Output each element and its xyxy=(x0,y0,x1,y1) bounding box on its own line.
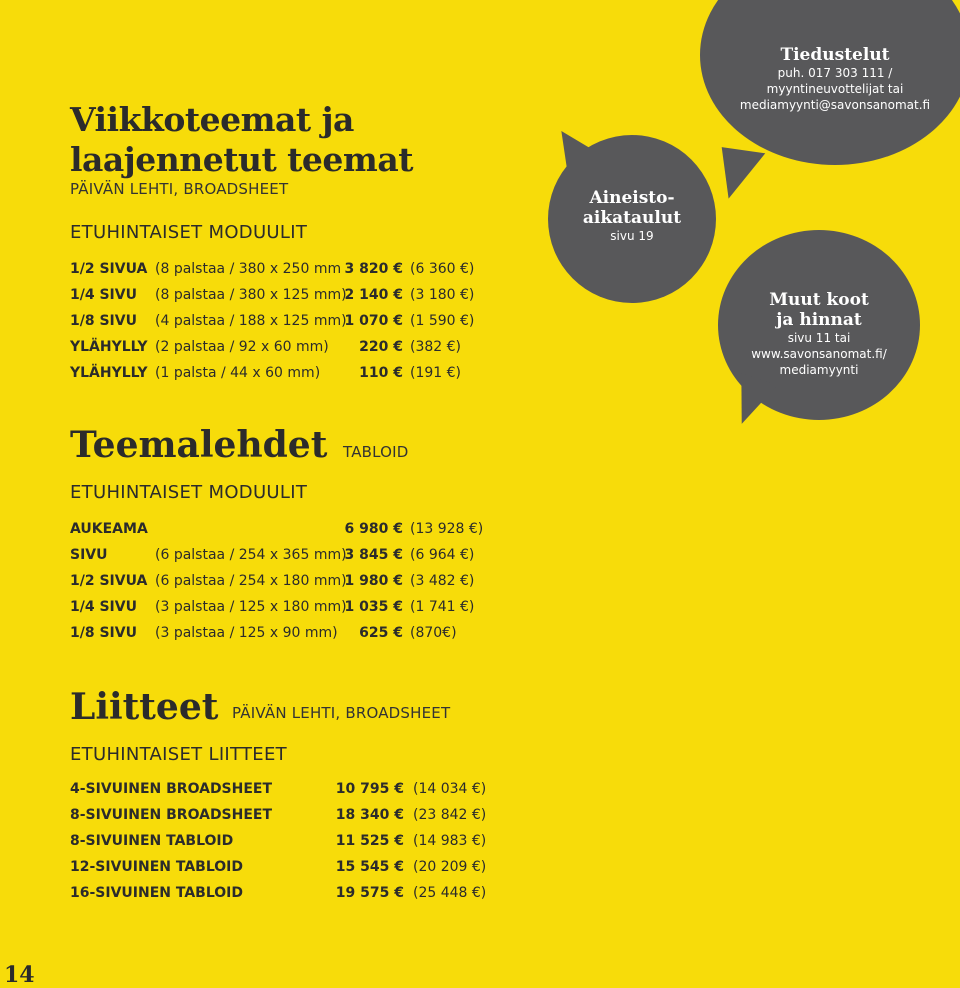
item-name: 1/4 SIVU xyxy=(70,599,137,615)
item-name: 1/8 SIVU xyxy=(70,625,137,641)
item-price: 625 € xyxy=(359,625,403,641)
item-dimensions: (1 palsta / 44 x 60 mm) xyxy=(155,365,321,381)
section2-modules-heading: ETUHINTAISET MODUULIT xyxy=(70,482,308,503)
item-dimensions: (6 palstaa / 254 x 365 mm) xyxy=(155,547,347,563)
muut-bubble-tail xyxy=(727,373,778,430)
item-full-price: (191 €) xyxy=(410,365,462,381)
section2-title: Teemalehdet xyxy=(70,424,328,466)
item-name: 1/8 SIVU xyxy=(70,313,137,329)
item-name: 1/4 SIVU xyxy=(70,287,137,303)
item-dimensions: (8 palstaa / 380 x 125 mm) xyxy=(155,287,347,303)
item-name: SIVU xyxy=(70,547,108,563)
item-price: 19 575 € xyxy=(335,885,404,901)
item-price: 3 845 € xyxy=(344,547,403,563)
item-full-price: (1 741 €) xyxy=(410,599,475,615)
aineisto-title-line1: Aineisto- xyxy=(589,188,675,208)
item-price: 3 820 € xyxy=(344,261,403,277)
item-full-price: (6 964 €) xyxy=(410,547,475,563)
item-price: 18 340 € xyxy=(335,807,404,823)
item-full-price: (382 €) xyxy=(410,339,462,355)
section2-subtitle: TABLOID xyxy=(343,443,409,461)
muut-url: www.savonsanomat.fi/ xyxy=(751,347,887,361)
section1-subtitle: PÄIVÄN LEHTI, BROADSHEET xyxy=(70,180,289,198)
muut-title-line1: Muut koot xyxy=(769,290,869,310)
section1-title-line1: Viikkoteemat ja xyxy=(70,100,354,139)
item-price: 220 € xyxy=(359,339,403,355)
item-full-price: (870€) xyxy=(410,625,457,641)
item-name: 8-SIVUINEN TABLOID xyxy=(70,833,234,849)
item-name: 1/2 SIVUA xyxy=(70,573,148,589)
item-name: 16-SIVUINEN TABLOID xyxy=(70,885,243,901)
item-dimensions: (2 palstaa / 92 x 60 mm) xyxy=(155,339,329,355)
tiedustelut-line2: myyntineuvottelijat tai xyxy=(766,82,904,96)
item-name: 8-SIVUINEN BROADSHEET xyxy=(70,807,273,823)
item-price: 15 545 € xyxy=(335,859,404,875)
item-name: AUKEAMA xyxy=(70,521,148,537)
item-dimensions: (4 palstaa / 188 x 125 mm) xyxy=(155,313,347,329)
muut-line3: mediamyynti xyxy=(779,363,859,377)
item-price: 1 070 € xyxy=(344,313,403,329)
item-full-price: (14 034 €) xyxy=(413,781,487,797)
item-full-price: (1 590 €) xyxy=(410,313,475,329)
tiedustelut-phone: puh. 017 303 111 / xyxy=(777,66,893,80)
item-dimensions: (6 palstaa / 254 x 180 mm) xyxy=(155,573,347,589)
muut-line1: sivu 11 tai xyxy=(787,331,851,345)
item-price: 6 980 € xyxy=(344,521,403,537)
item-full-price: (25 448 €) xyxy=(413,885,487,901)
item-price: 2 140 € xyxy=(344,287,403,303)
aineisto-text: sivu 19 xyxy=(610,229,654,243)
item-price: 110 € xyxy=(359,365,403,381)
item-price: 1 035 € xyxy=(344,599,403,615)
section3-subtitle: PÄIVÄN LEHTI, BROADSHEET xyxy=(232,704,451,722)
section3-title: Liitteet xyxy=(70,686,219,728)
section3-heading: ETUHINTAISET LIITTEET xyxy=(70,744,287,765)
item-full-price: (23 842 €) xyxy=(413,807,487,823)
tiedustelut-email: mediamyynti@savonsanomat.fi xyxy=(739,98,931,112)
item-name: 4-SIVUINEN BROADSHEET xyxy=(70,781,273,797)
item-full-price: (14 983 €) xyxy=(413,833,487,849)
item-dimensions: (8 palstaa / 380 x 250 mm xyxy=(155,261,342,277)
item-name: 12-SIVUINEN TABLOID xyxy=(70,859,243,875)
item-price: 11 525 € xyxy=(335,833,404,849)
tiedustelut-bubble-tail xyxy=(715,147,766,203)
item-price: 10 795 € xyxy=(335,781,404,797)
tiedustelut-title: Tiedustelut xyxy=(780,45,890,65)
item-name: 1/2 SIVUA xyxy=(70,261,148,277)
item-price: 1 980 € xyxy=(344,573,403,589)
section1-title-line2: laajennetut teemat xyxy=(70,140,413,179)
item-full-price: (13 928 €) xyxy=(410,521,484,537)
item-full-price: (3 482 €) xyxy=(410,573,475,589)
item-dimensions: (3 palstaa / 125 x 180 mm) xyxy=(155,599,347,615)
page-number: 14 xyxy=(4,962,35,988)
item-name: YLÄHYLLY xyxy=(70,339,148,355)
item-name: YLÄHYLLY xyxy=(70,365,148,381)
section1-modules-heading: ETUHINTAISET MODUULIT xyxy=(70,222,308,243)
muut-title-line2: ja hinnat xyxy=(776,310,862,330)
tiedustelut-bubble xyxy=(700,0,960,165)
item-full-price: (6 360 €) xyxy=(410,261,475,277)
item-dimensions: (3 palstaa / 125 x 90 mm) xyxy=(155,625,338,641)
aineisto-title-line2: aikataulut xyxy=(582,208,682,228)
item-full-price: (3 180 €) xyxy=(410,287,475,303)
item-full-price: (20 209 €) xyxy=(413,859,487,875)
